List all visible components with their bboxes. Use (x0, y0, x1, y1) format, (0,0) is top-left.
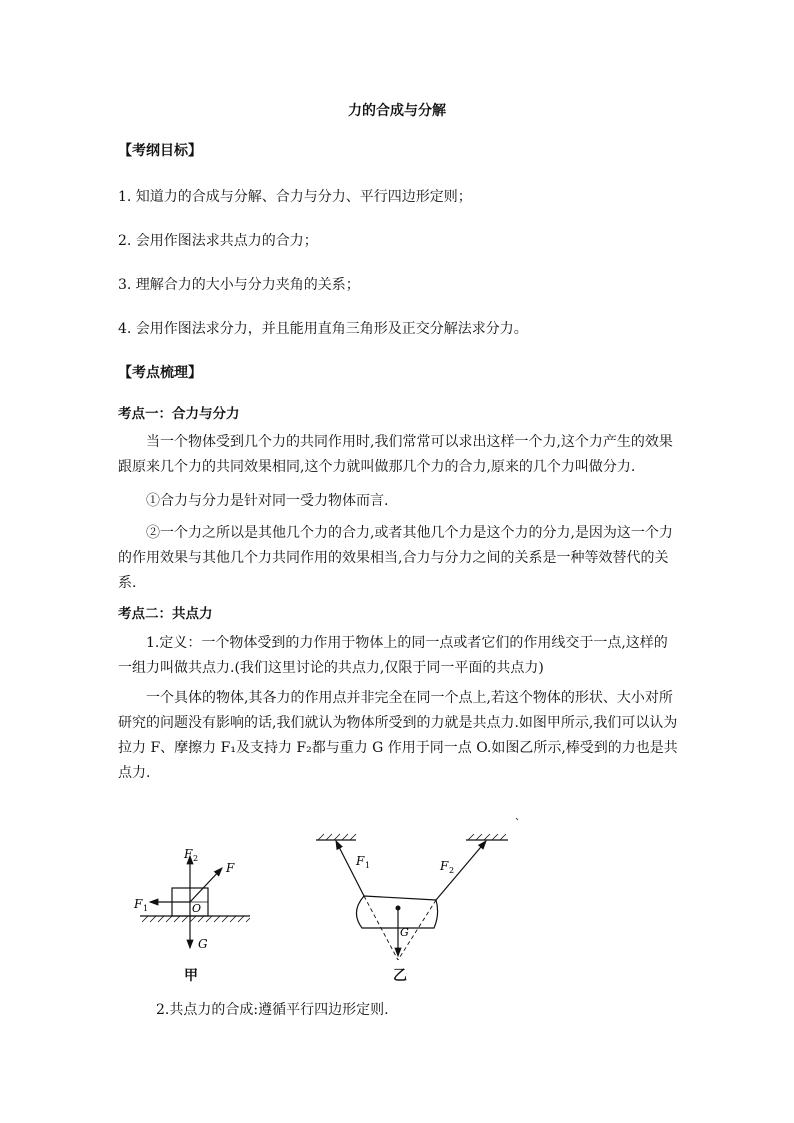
label-f1-sub: 1 (143, 904, 149, 913)
page-title: 力的合成与分解 (348, 103, 446, 119)
label-f: F (226, 861, 235, 875)
force-f-arrow (190, 868, 222, 902)
figure-right-caption: 乙 (393, 968, 407, 984)
syllabus-item-1: 1. 知道力的合成与分解、合力与分力、平行四边形定则； (118, 189, 472, 205)
ground-hatch (142, 916, 250, 922)
label-o: O (192, 902, 202, 915)
figure-left-diagram (128, 838, 258, 958)
point2-paragraph-2: 一个具体的物体,其各力的作用点并非完全在同一个点上,若这个物体的形状、大小对所研究的问题没有影响的话,我们就认为物体所受到的力就是共点力.如图甲所示,我们可以认为拉力 F、摩擦力 F₁及支持力 F₂都与重力 G 作用于同一点 O.如图乙所示,棒受到的力也是共点力. (118, 690, 678, 781)
label-f1-right: F (356, 854, 365, 868)
point1-paragraph-3: ②一个力之所以是其他几个力的合力,或者其他几个力是这个力的分力,是因为这一个力的作用效果与其他几个力共同作用的效果相当,合力与分力之间的关系是一种等效替代的关系. (118, 525, 673, 591)
review-heading: 【考点梳理】 (118, 365, 202, 381)
rod (356, 896, 437, 928)
label-g-right: G (400, 926, 409, 939)
figure-left-caption: 甲 (184, 968, 198, 984)
point2-paragraph-1: 1.定义：一个物体受到的力作用于物体上的同一点或者它们的作用线交于一点,这样的一组力叫做共点力.(我们这里讨论的共点力,仅限于同一平面的共点力) (118, 635, 668, 676)
point2-heading: 考点二：共点力 (118, 606, 213, 622)
label-f2-right-sub: 2 (449, 866, 455, 875)
point1-heading: 考点一：合力与分力 (118, 406, 240, 422)
label-g: G (198, 937, 208, 951)
label-f2: F (184, 847, 193, 861)
point2-paragraph-3: 2.共点力的合成:遵循平行四边形定则. (156, 1002, 389, 1018)
label-f2-right: F (440, 859, 449, 873)
syllabus-item-4: 4. 会用作图法求分力，并且能用直角三角形及正交分解法求分力。 (118, 321, 528, 337)
figure-right-diagram (312, 810, 532, 960)
syllabus-heading: 【考纲目标】 (118, 143, 202, 159)
point1-paragraph-1: 当一个物体受到几个力的共同作用时,我们常常可以求出这样一个力,这个力产生的效果跟原来几个力的共同效果相同,这个力就叫做那几个力的合力,原来的几个力叫做分力. (118, 434, 673, 475)
label-f1-right-sub: 1 (365, 861, 371, 870)
syllabus-item-2: 2. 会用作图法求共点力的合力； (118, 233, 318, 249)
point1-paragraph-2: ①合力与分力是针对同一受力物体而言. (146, 493, 389, 509)
syllabus-item-3: 3. 理解合力的大小与分力夹角的关系； (118, 277, 360, 293)
rope-left (336, 841, 364, 896)
label-f1: F (134, 897, 143, 911)
label-f2-sub: 2 (193, 854, 199, 863)
